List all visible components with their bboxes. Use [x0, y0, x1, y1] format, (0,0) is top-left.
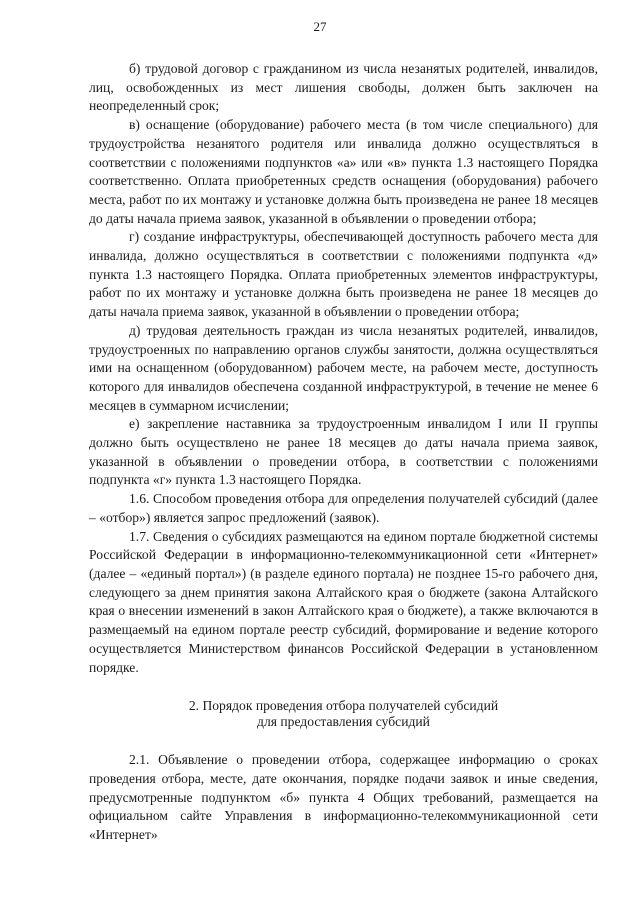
paragraph-e: е) закрепление наставника за трудоустроенным инвалидом I или II группы должно быть осуществлено не ранее 18 месяцев до даты начала приема заявок, указанной в объявлении о проведении отбора, в соответствии с положениями подпункта «г» пункта 1.3 настоящего Порядка.: [89, 416, 598, 488]
document-body: [89, 60, 598, 845]
section-heading-line-2: для предоставления субсидий: [257, 714, 430, 730]
section-heading: [89, 698, 598, 730]
paragraph-d: д) трудовая деятельность граждан из числа незанятых родителей, инвалидов, трудоустроенных по направлению органов службы занятости, должна осуществляться ими на оснащенном (оборудованном) рабочем месте, на рабочем месте, доступность которого для инвалидов обеспечена созданной инфраструктурой, в течение не менее 6 месяцев в суммарном исчислении;: [89, 322, 598, 413]
paragraph-2-1: 2.1. Объявление о проведении отбора, содержащее информацию о сроках проведения отбора, месте, дате окончания, порядке подачи заявок и иные сведения, предусмотренные подпунктом «б» пункта 4 Общих требований, размещается на официальном сайте Управления в информационно-телекоммуникационной сети «Интернет»: [89, 752, 598, 843]
paragraph-1-6: 1.6. Способом проведения отбора для определения получателей субсидий (далее – «отбор») является запрос предложений (заявок).: [89, 491, 598, 525]
paragraph-1-7: 1.7. Сведения о субсидиях размещаются на едином портале бюджетной системы Российской Федерации в информационно-телекоммуникационной сети «Интернет» (далее – «единый портал») (в разделе единого портала) не позднее 15-го рабочего дня, следующего за днем принятия закона Алтайского края о бюджете (закона Алтайского края о внесении изменений в закон Алтайского края о бюджете), а также включаются в размещаемый на едином портале реестр субсидий, формирование и ведение которого осуществляется Министерством финансов Российской Федерации в установленном порядке.: [89, 528, 598, 675]
section-heading-line-1: 2. Порядок проведения отбора получателей субсидий: [188, 698, 499, 714]
page-number: 27: [313, 19, 327, 34]
paragraph-b: б) трудовой договор с гражданином из числа незанятых родителей, инвалидов, лиц, освобожденных из мест лишения свободы, должен быть заключен на неопределенный срок;: [89, 61, 598, 114]
paragraph-v: в) оснащение (оборудование) рабочего места (в том числе специального) для трудоустройства незанятого родителя или инвалида должно осуществляться в соответствии с положениями подпунктов «а» или «в» пункта 1.3 настоящего Порядка соответственно. Оплата приобретенных средств оснащения (оборудования) рабочего места, работ по их монтажу и установке должна быть произведена не ранее 18 месяцев до даты начала приема заявок, указанной в объявлении о проведении отбора;: [89, 117, 598, 226]
paragraph-g: г) создание инфраструктуры, обеспечивающей доступность рабочего места для инвалида, должно осуществляться в соответствии с положениями подпункта «д» пункта 1.3 настоящего Порядка. Оплата приобретенных элементов инфраструктуры, работ по их монтажу и установке должна быть произведена не ранее 18 месяцев до даты начала приема заявок, указанной в объявлении о проведении отбора;: [89, 229, 598, 320]
